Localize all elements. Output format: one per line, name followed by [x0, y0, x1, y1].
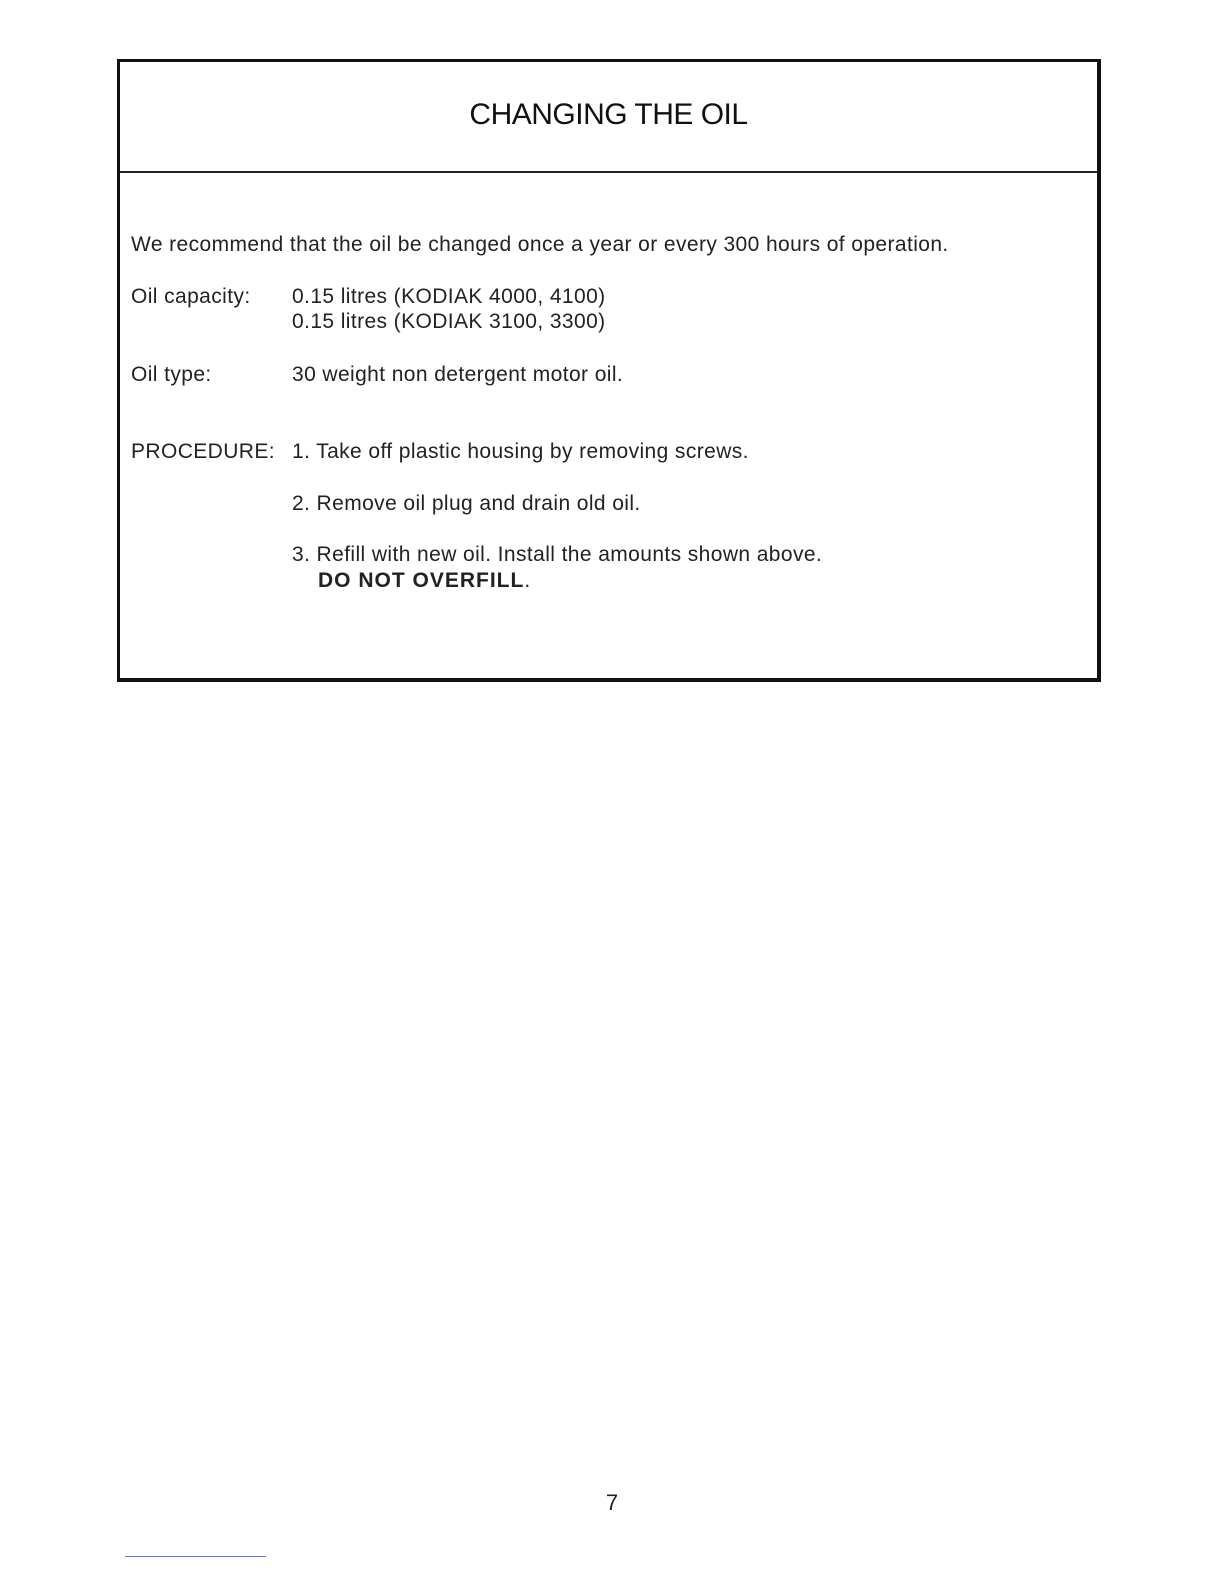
oil-capacity-label: Oil capacity:: [131, 285, 251, 308]
warning-punct: .: [524, 569, 531, 592]
warning-text: DO NOT OVERFILL: [318, 569, 525, 592]
oil-capacity-line-2: 0.15 litres (KODIAK 3100, 3300): [292, 310, 606, 333]
page-title: CHANGING THE OIL: [469, 98, 748, 131]
procedure-label: PROCEDURE:: [131, 440, 276, 463]
procedure-step-2: 2. Remove oil plug and drain old oil.: [292, 492, 641, 515]
oil-type-value: 30 weight non detergent motor oil.: [292, 363, 624, 386]
oil-type-label: Oil type:: [131, 363, 212, 386]
footer-rule: [125, 1556, 266, 1557]
procedure-warning: [318, 568, 531, 594]
intro-text: We recommend that the oil be changed once a year or every 300 hours of operation.: [131, 233, 949, 256]
page-number: 7: [605, 1490, 619, 1515]
procedure-step-3: 3. Refill with new oil. Install the amounts shown above.: [292, 543, 823, 566]
title-bar: [120, 62, 1097, 173]
oil-capacity-line-1: 0.15 litres (KODIAK 4000, 4100): [292, 285, 606, 308]
procedure-step-1: 1. Take off plastic housing by removing screws.: [292, 440, 749, 463]
